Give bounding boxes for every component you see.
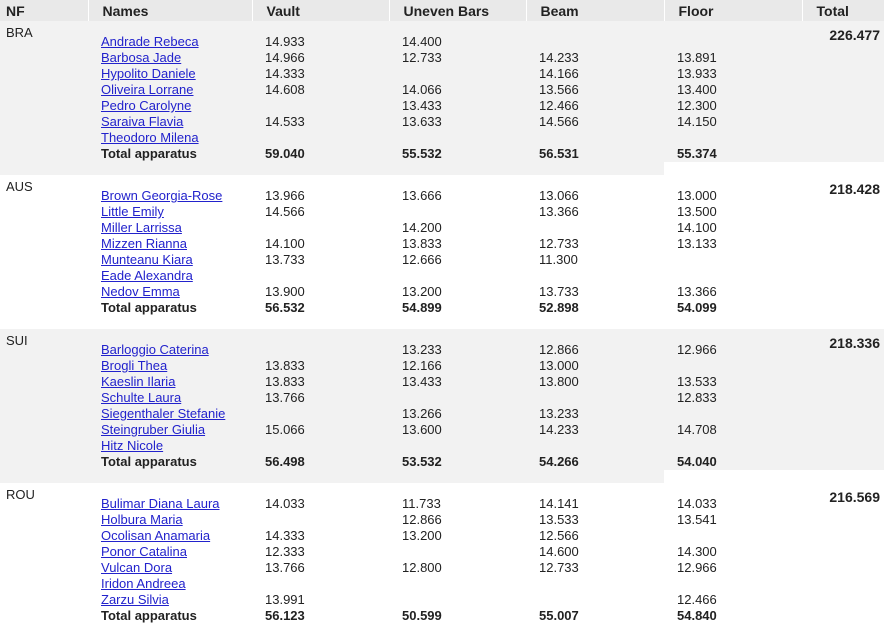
- athlete-name-cell: [88, 422, 252, 438]
- uneven-bars-score: 13.433: [389, 98, 526, 114]
- spacer-cell: [526, 162, 664, 175]
- uneven-bars-score: 14.200: [389, 220, 526, 236]
- floor-score: [664, 438, 802, 454]
- athlete-name-cell: [88, 544, 252, 560]
- athlete-name-link[interactable]: Brogli Thea: [101, 358, 168, 373]
- vault-score: [252, 98, 389, 114]
- uneven-bars-score: 13.600: [389, 422, 526, 438]
- floor-score: [664, 268, 802, 284]
- athlete-row: [0, 544, 884, 560]
- athlete-row: [0, 82, 884, 98]
- athlete-row: [0, 528, 884, 544]
- athlete-row: [0, 390, 884, 406]
- floor-score: [664, 576, 802, 592]
- athlete-row: [0, 114, 884, 130]
- beam-score: 14.141: [526, 496, 664, 512]
- uneven-bars-score: [389, 268, 526, 284]
- vault-score: [252, 406, 389, 422]
- spacer-cell: [252, 470, 389, 483]
- beam-score: [526, 34, 664, 50]
- floor-score: [664, 252, 802, 268]
- floor-score: 13.533: [664, 374, 802, 390]
- team-nf: SUI: [0, 329, 88, 470]
- athlete-name-cell: [88, 220, 252, 236]
- vault-apparatus-total: 56.532: [252, 300, 389, 316]
- floor-score: 13.891: [664, 50, 802, 66]
- athlete-row: [0, 576, 884, 592]
- athlete-name-link[interactable]: Zarzu Silvia: [101, 592, 169, 607]
- spacer-row: [0, 624, 884, 637]
- floor-score: 13.000: [664, 188, 802, 204]
- spacer-row: [0, 483, 884, 496]
- athlete-row: [0, 252, 884, 268]
- athlete-name-link[interactable]: Steingruber Giulia: [101, 422, 206, 437]
- athlete-name-link[interactable]: Siegenthaler Stefanie: [101, 406, 226, 421]
- spacer-cell: [0, 624, 88, 637]
- uneven-bars-apparatus-total: 54.899: [389, 300, 526, 316]
- spacer-cell: [526, 175, 664, 188]
- beam-score: 14.566: [526, 114, 664, 130]
- spacer-cell: [88, 21, 252, 34]
- athlete-name-cell: [88, 66, 252, 82]
- spacer-cell: [389, 21, 526, 34]
- athlete-name-cell: [88, 576, 252, 592]
- vault-score: [252, 130, 389, 146]
- spacer-cell: [0, 316, 88, 329]
- beam-score: 12.566: [526, 528, 664, 544]
- uneven-bars-score: 13.666: [389, 188, 526, 204]
- vault-score: 14.566: [252, 204, 389, 220]
- vault-score: 13.733: [252, 252, 389, 268]
- floor-score: 14.300: [664, 544, 802, 560]
- beam-score: 12.733: [526, 236, 664, 252]
- athlete-row: [0, 560, 884, 576]
- uneven-bars-score: [389, 438, 526, 454]
- uneven-bars-score: [389, 592, 526, 608]
- vault-score: 12.333: [252, 544, 389, 560]
- vault-score: 14.100: [252, 236, 389, 252]
- beam-score: 11.300: [526, 252, 664, 268]
- team-total-score: 218.428: [802, 175, 884, 316]
- beam-score: 14.233: [526, 50, 664, 66]
- total-apparatus-row: [0, 146, 884, 162]
- athlete-name-link[interactable]: Hypolito Daniele: [101, 66, 196, 81]
- vault-score: 13.900: [252, 284, 389, 300]
- athlete-row: [0, 268, 884, 284]
- athlete-name-cell: [88, 268, 252, 284]
- total-apparatus-label: Total apparatus: [88, 454, 252, 470]
- vault-score: 14.333: [252, 528, 389, 544]
- spacer-cell: [0, 470, 88, 483]
- athlete-name-cell: [88, 130, 252, 146]
- vault-score: 13.766: [252, 560, 389, 576]
- header-beam: Beam: [526, 0, 664, 21]
- athlete-name-link[interactable]: Munteanu Kiara: [101, 252, 193, 267]
- vault-score: 14.966: [252, 50, 389, 66]
- athlete-name-link[interactable]: Eade Alexandra: [101, 268, 193, 283]
- spacer-cell: [0, 162, 88, 175]
- athlete-name-link[interactable]: Hitz Nicole: [101, 438, 164, 453]
- spacer-row: [0, 329, 884, 342]
- team-block: [0, 329, 884, 483]
- uneven-bars-score: 12.733: [389, 50, 526, 66]
- athlete-name-cell: [88, 114, 252, 130]
- uneven-bars-score: 13.200: [389, 284, 526, 300]
- floor-score: 14.708: [664, 422, 802, 438]
- beam-score: 12.866: [526, 342, 664, 358]
- athlete-name-cell: [88, 342, 252, 358]
- floor-score: 14.033: [664, 496, 802, 512]
- uneven-bars-apparatus-total: 50.599: [389, 608, 526, 624]
- floor-score: [664, 358, 802, 374]
- athlete-name-cell: [88, 374, 252, 390]
- floor-apparatus-total: 54.040: [664, 454, 802, 470]
- vault-score: 13.833: [252, 374, 389, 390]
- header-row: [0, 0, 884, 21]
- spacer-cell: [526, 624, 664, 637]
- uneven-bars-score: [389, 544, 526, 560]
- athlete-row: [0, 512, 884, 528]
- spacer-cell: [252, 21, 389, 34]
- athlete-row: [0, 34, 884, 50]
- athlete-name-cell: [88, 406, 252, 422]
- vault-score: [252, 220, 389, 236]
- spacer-cell: [88, 175, 252, 188]
- vault-score: [252, 576, 389, 592]
- uneven-bars-score: 12.866: [389, 512, 526, 528]
- beam-apparatus-total: 56.531: [526, 146, 664, 162]
- spacer-cell: [252, 483, 389, 496]
- athlete-row: [0, 220, 884, 236]
- beam-score: 14.233: [526, 422, 664, 438]
- total-apparatus-row: [0, 454, 884, 470]
- vault-score: [252, 342, 389, 358]
- teams-container: [0, 21, 884, 637]
- athlete-row: [0, 592, 884, 608]
- floor-score: [664, 130, 802, 146]
- beam-score: 13.066: [526, 188, 664, 204]
- uneven-bars-score: 13.233: [389, 342, 526, 358]
- spacer-row: [0, 470, 884, 483]
- beam-apparatus-total: 55.007: [526, 608, 664, 624]
- floor-score: 13.933: [664, 66, 802, 82]
- athlete-row: [0, 130, 884, 146]
- athlete-name-link[interactable]: Iridon Andreea: [101, 576, 186, 591]
- beam-score: 13.533: [526, 512, 664, 528]
- floor-score: 12.966: [664, 560, 802, 576]
- athlete-name-link[interactable]: Saraiva Flavia: [101, 114, 184, 129]
- spacer-cell: [526, 316, 664, 329]
- athlete-name-cell: [88, 438, 252, 454]
- athlete-row: [0, 406, 884, 422]
- beam-score: 14.600: [526, 544, 664, 560]
- spacer-cell: [389, 624, 526, 637]
- vault-score: [252, 512, 389, 528]
- beam-apparatus-total: 52.898: [526, 300, 664, 316]
- spacer-row: [0, 21, 884, 34]
- vault-score: 13.966: [252, 188, 389, 204]
- vault-score: 14.533: [252, 114, 389, 130]
- total-apparatus-row: [0, 300, 884, 316]
- vault-score: 14.608: [252, 82, 389, 98]
- uneven-bars-score: 12.166: [389, 358, 526, 374]
- spacer-cell: [664, 483, 802, 496]
- floor-score: 13.400: [664, 82, 802, 98]
- athlete-row: [0, 358, 884, 374]
- athlete-name-cell: [88, 358, 252, 374]
- athlete-name-cell: [88, 82, 252, 98]
- athlete-row: [0, 422, 884, 438]
- vault-score: 13.766: [252, 390, 389, 406]
- team-block: [0, 175, 884, 329]
- floor-score: 12.966: [664, 342, 802, 358]
- athlete-name-link[interactable]: Barbosa Jade: [101, 50, 182, 65]
- spacer-cell: [389, 316, 526, 329]
- team-nf: ROU: [0, 483, 88, 624]
- beam-score: 13.800: [526, 374, 664, 390]
- uneven-bars-score: 12.666: [389, 252, 526, 268]
- athlete-name-link[interactable]: Andrade Rebeca: [101, 34, 199, 49]
- spacer-cell: [252, 329, 389, 342]
- spacer-cell: [389, 483, 526, 496]
- spacer-cell: [526, 329, 664, 342]
- team-nf: BRA: [0, 21, 88, 162]
- uneven-bars-score: 13.633: [389, 114, 526, 130]
- athlete-row: [0, 50, 884, 66]
- team-block: [0, 483, 884, 637]
- athlete-name-link[interactable]: Vulcan Dora: [101, 560, 173, 575]
- header-floor: Floor: [664, 0, 802, 21]
- total-apparatus-label: Total apparatus: [88, 146, 252, 162]
- uneven-bars-score: [389, 390, 526, 406]
- vault-score: 15.066: [252, 422, 389, 438]
- athlete-row: [0, 188, 884, 204]
- spacer-cell: [526, 483, 664, 496]
- vault-score: 14.333: [252, 66, 389, 82]
- athlete-name-cell: [88, 496, 252, 512]
- floor-apparatus-total: 54.840: [664, 608, 802, 624]
- team-nf: AUS: [0, 175, 88, 316]
- spacer-cell: [389, 175, 526, 188]
- beam-score: 12.733: [526, 560, 664, 576]
- team-total-score: 216.569: [802, 483, 884, 624]
- floor-score: 13.500: [664, 204, 802, 220]
- beam-apparatus-total: 54.266: [526, 454, 664, 470]
- athlete-name-cell: [88, 284, 252, 300]
- athlete-name-cell: [88, 188, 252, 204]
- athlete-row: [0, 98, 884, 114]
- floor-score: 13.366: [664, 284, 802, 300]
- results-table: [0, 0, 884, 21]
- spacer-cell: [252, 316, 389, 329]
- athlete-name-link[interactable]: Miller Larrissa: [101, 220, 182, 235]
- beam-score: 13.566: [526, 82, 664, 98]
- floor-score: 12.466: [664, 592, 802, 608]
- uneven-bars-apparatus-total: 55.532: [389, 146, 526, 162]
- athlete-name-cell: [88, 390, 252, 406]
- athlete-name-link[interactable]: Pedro Carolyne: [101, 98, 192, 113]
- athlete-name-cell: [88, 512, 252, 528]
- team-total-score: 218.336: [802, 329, 884, 470]
- spacer-cell: [389, 470, 526, 483]
- uneven-bars-apparatus-total: 53.532: [389, 454, 526, 470]
- team-results-table: [0, 21, 884, 637]
- uneven-bars-score: 13.433: [389, 374, 526, 390]
- spacer-cell: [88, 316, 252, 329]
- header-total: Total: [802, 0, 884, 21]
- spacer-cell: [389, 329, 526, 342]
- spacer-row: [0, 316, 884, 329]
- floor-score: 12.833: [664, 390, 802, 406]
- floor-score: 13.541: [664, 512, 802, 528]
- athlete-name-cell: [88, 204, 252, 220]
- beam-score: 13.000: [526, 358, 664, 374]
- athlete-name-link[interactable]: Little Emily: [101, 204, 164, 219]
- athlete-name-link[interactable]: Ocolisan Anamaria: [101, 528, 211, 543]
- header-names: Names: [88, 0, 252, 21]
- athlete-row: [0, 236, 884, 252]
- uneven-bars-score: [389, 66, 526, 82]
- athlete-name-cell: [88, 560, 252, 576]
- beam-score: 13.233: [526, 406, 664, 422]
- floor-apparatus-total: 55.374: [664, 146, 802, 162]
- vault-score: 14.033: [252, 496, 389, 512]
- spacer-cell: [88, 483, 252, 496]
- spacer-cell: [88, 624, 252, 637]
- athlete-name-link[interactable]: Nedov Emma: [101, 284, 180, 299]
- floor-apparatus-total: 54.099: [664, 300, 802, 316]
- beam-score: [526, 592, 664, 608]
- uneven-bars-score: 13.266: [389, 406, 526, 422]
- athlete-name-cell: [88, 50, 252, 66]
- spacer-cell: [526, 470, 664, 483]
- athlete-name-link[interactable]: Kaeslin Ilaria: [101, 374, 176, 389]
- floor-score: 14.150: [664, 114, 802, 130]
- vault-apparatus-total: 59.040: [252, 146, 389, 162]
- athlete-name-link[interactable]: Ponor Catalina: [101, 544, 187, 559]
- total-apparatus-label: Total apparatus: [88, 300, 252, 316]
- beam-score: 12.466: [526, 98, 664, 114]
- athlete-name-link[interactable]: Theodoro Milena: [101, 130, 199, 145]
- athlete-row: [0, 66, 884, 82]
- uneven-bars-score: 13.833: [389, 236, 526, 252]
- athlete-name-cell: [88, 528, 252, 544]
- spacer-cell: [526, 21, 664, 34]
- uneven-bars-score: 12.800: [389, 560, 526, 576]
- athlete-row: [0, 438, 884, 454]
- floor-score: 14.100: [664, 220, 802, 236]
- athlete-name-link[interactable]: Brown Georgia-Rose: [101, 188, 223, 203]
- spacer-cell: [664, 175, 802, 188]
- beam-score: [526, 130, 664, 146]
- vault-score: [252, 268, 389, 284]
- floor-score: [664, 34, 802, 50]
- athlete-name-link[interactable]: Holbura Maria: [101, 512, 183, 527]
- spacer-cell: [88, 470, 252, 483]
- spacer-cell: [389, 162, 526, 175]
- beam-score: 13.366: [526, 204, 664, 220]
- vault-score: 14.933: [252, 34, 389, 50]
- beam-score: [526, 390, 664, 406]
- uneven-bars-score: [389, 204, 526, 220]
- beam-score: [526, 576, 664, 592]
- uneven-bars-score: [389, 576, 526, 592]
- uneven-bars-score: 11.733: [389, 496, 526, 512]
- uneven-bars-score: 14.066: [389, 82, 526, 98]
- beam-score: [526, 268, 664, 284]
- header-vault: Vault: [252, 0, 389, 21]
- spacer-cell: [252, 162, 389, 175]
- athlete-name-link[interactable]: Schulte Laura: [101, 390, 182, 405]
- vault-score: [252, 438, 389, 454]
- beam-score: 14.166: [526, 66, 664, 82]
- vault-score: 13.991: [252, 592, 389, 608]
- floor-score: [664, 528, 802, 544]
- floor-score: 13.133: [664, 236, 802, 252]
- header-uneven-bars: Uneven Bars: [389, 0, 526, 21]
- vault-apparatus-total: 56.498: [252, 454, 389, 470]
- athlete-name-link[interactable]: Mizzen Rianna: [101, 236, 187, 251]
- athlete-name-link[interactable]: Oliveira Lorrane: [101, 82, 194, 97]
- vault-apparatus-total: 56.123: [252, 608, 389, 624]
- floor-score: [664, 406, 802, 422]
- spacer-cell: [664, 329, 802, 342]
- total-apparatus-label: Total apparatus: [88, 608, 252, 624]
- spacer-cell: [88, 162, 252, 175]
- team-block: [0, 21, 884, 175]
- athlete-name-cell: [88, 592, 252, 608]
- athlete-row: [0, 496, 884, 512]
- spacer-cell: [88, 329, 252, 342]
- uneven-bars-score: 14.400: [389, 34, 526, 50]
- spacer-row: [0, 162, 884, 175]
- spacer-cell: [664, 21, 802, 34]
- athlete-name-cell: [88, 252, 252, 268]
- beam-score: 13.733: [526, 284, 664, 300]
- spacer-row: [0, 175, 884, 188]
- floor-score: 12.300: [664, 98, 802, 114]
- athlete-row: [0, 342, 884, 358]
- athlete-name-link[interactable]: Bulimar Diana Laura: [101, 496, 220, 511]
- athlete-name-cell: [88, 34, 252, 50]
- athlete-name-cell: [88, 98, 252, 114]
- uneven-bars-score: [389, 130, 526, 146]
- team-total-score: 226.477: [802, 21, 884, 162]
- spacer-cell: [252, 624, 389, 637]
- beam-score: [526, 438, 664, 454]
- beam-score: [526, 220, 664, 236]
- athlete-name-cell: [88, 236, 252, 252]
- athlete-row: [0, 374, 884, 390]
- athlete-row: [0, 204, 884, 220]
- athlete-row: [0, 284, 884, 300]
- header-nf: NF: [0, 0, 88, 21]
- spacer-cell: [252, 175, 389, 188]
- uneven-bars-score: 13.200: [389, 528, 526, 544]
- vault-score: 13.833: [252, 358, 389, 374]
- athlete-name-link[interactable]: Barloggio Caterina: [101, 342, 209, 357]
- total-apparatus-row: [0, 608, 884, 624]
